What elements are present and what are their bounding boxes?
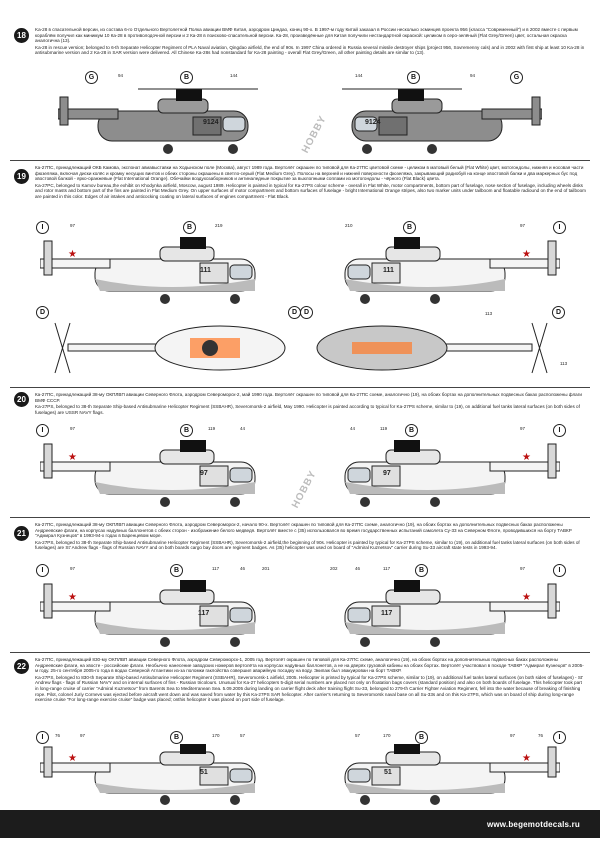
tail-code: 111 (200, 267, 211, 274)
footer-bar (0, 810, 600, 838)
description-en: Ka-27PC, belonged to Kamov bureau,the exhibit on Khodynka airfield, Moscow, august 1989. Helicopter is painted in typical for Ka-27PS colour scheme - overall in Flat White, motor compartments, bottom part of fuselage, nose section of fuselage, including wheels disks and rotor masts and bottom part of the fins are painted in Flat Medium Grey. On upper surfaces of motor compartment and bottom surfaces of fuselage - bright International Orange stripes, also two marker units under tailboom and floatable radiound on the end of tailboom are painted in this color. Edges of air intakes and anticocking coating on lateral surfaces of engines compartment - Flat Black. (35, 182, 586, 199)
callout-d: D (288, 306, 301, 319)
callout-i: I (553, 221, 566, 234)
helicopter-bottom-view (312, 318, 552, 378)
tail-code: 111 (383, 267, 394, 274)
dimension-label: 97 (520, 566, 526, 571)
callout-i: I (36, 564, 49, 577)
helicopter-side-view-right (310, 235, 560, 307)
description-ru: Ка-27ПС, принадлежащий 830-му ОКПЛВП авиации Северного Флота, аэродром Североморск-1, 2005 год. Вертолёт окрашен по типовой для Ка-27ПС схеме, аналогично (19), на обоих бортах на дополнительных подвесных баках расположены Андреевские флаги, на хвосте - российские флаги. Необычно нанесение заводских номеров вертолёта на корпусах надувных баллонетов, а не на дверях грузовой кабины на обоих бортах. Вертолёт участвовал в походе ТАВКР "Адмирал Кузнецов" в 2005-м году. 25-го сентября 2005-го года в водах Северной Атлантики из-за поломки гаклойства совершил аварийную посадку на воду. Экипаж был эвакуирован на борт ТАВКР. (35, 657, 584, 674)
dimension-label: 117 (212, 566, 220, 571)
callout-b: B (407, 71, 420, 84)
callout-g: G (85, 71, 98, 84)
helicopter-top-view (50, 318, 290, 378)
tail-code: 51 (384, 769, 392, 776)
dimension-label: 97 (70, 426, 76, 431)
dimension-label: 44 (350, 426, 356, 431)
callout-b: B (170, 564, 183, 577)
tail-code: 97 (383, 470, 391, 477)
dimension-label: 46 (355, 566, 361, 571)
helicopter-side-view-left (58, 87, 288, 157)
helicopter-side-view-left (40, 578, 290, 650)
helicopter-side-view-right (310, 743, 560, 807)
dimension-label: 117 (383, 566, 391, 571)
helicopter-side-view-left (40, 235, 290, 307)
dimension-label: 170 (383, 733, 391, 738)
callout-i: I (36, 221, 49, 234)
callout-b: B (403, 221, 416, 234)
helicopter-side-view-left (40, 743, 290, 807)
callout-i: I (553, 424, 566, 437)
callout-g: G (510, 71, 523, 84)
callout-b: B (415, 564, 428, 577)
dimension-label: 97 (520, 426, 526, 431)
description-ru: Ка-27ПС, принадлежащий 38-му ОКПЛВП авиации Северного Флота, аэродром Североморск-2, начало 90-х. Вертолёт окрашен по типовой для Ка-27ПС схеме, аналогично (19), на обоих бортах на дополнительных подвесных баках расположены Андреевские флаги, на корпусах надувных баллонетов с обеих сторон - изображение белого медведя. Вертолёт вместе с (35) использовался во время государственных испытаний самолета Су-33 на Северном Флоте, проводившихся на борту ТАВКР "Адмирал Кузнецов" в 1993-94-х годах в Баренцевом море. (35, 522, 572, 539)
dimension-label: 94 (118, 73, 124, 78)
section-number: 19 (14, 169, 29, 184)
callout-d: D (36, 306, 49, 319)
section-number: 21 (14, 526, 29, 541)
watermark: HOBBY (300, 113, 330, 156)
tail-code: 117 (381, 610, 393, 617)
helicopter-side-view-right (312, 87, 542, 157)
callout-i: I (553, 731, 566, 744)
dimension-label: 94 (470, 73, 476, 78)
description-text (35, 165, 586, 217)
dimension-label: 202 (330, 566, 338, 571)
dimension-label: 97 (510, 733, 516, 738)
dimension-label: 170 (212, 733, 220, 738)
callout-b: B (405, 424, 418, 437)
dimension-label: 97 (70, 566, 76, 571)
description-text (35, 27, 586, 67)
callout-b: B (170, 731, 183, 744)
svg-text:★: ★ (68, 592, 77, 603)
dimension-label: 76 (55, 733, 61, 738)
section-number: 22 (14, 659, 29, 674)
dimension-label: 219 (215, 223, 223, 228)
dimension-label: 113 (485, 311, 493, 316)
divider (10, 517, 590, 518)
divider (10, 160, 590, 161)
divider (10, 652, 590, 653)
svg-text:★: ★ (522, 753, 531, 764)
dimension-label: 144 (355, 73, 363, 78)
section-number: 20 (14, 392, 29, 407)
watermark: HOBBY (290, 468, 320, 511)
callout-i: I (36, 424, 49, 437)
tail-code: 51 (200, 769, 208, 776)
callout-b: B (180, 71, 193, 84)
callout-b: B (180, 424, 193, 437)
svg-text:★: ★ (522, 249, 531, 260)
dimension-label: 97 (70, 223, 76, 228)
dimension-label: 46 (240, 566, 246, 571)
dimension-label: 210 (345, 223, 353, 228)
description-text (35, 392, 586, 420)
callout-i: I (36, 731, 49, 744)
description-en: Ka-27PS, belonged to 38-th Separate Ship-based Antisubmarine Helicopter Regiment (SSBAHR), Severomorsk-2 airfield, May 1990. Helicopter is painted according to typical for Ka-27PS scheme, similar to (19), on additional fuel tanks lateral surfaces (on both sides of fuselages) are USSR NAVY flags. (35, 404, 580, 415)
section-22 (0, 655, 600, 807)
svg-text:★: ★ (522, 592, 531, 603)
description-ru: Ка-27ПС, принадлежащий ОКБ Камова, экспонат авиавыставки на Ходынском поле (Москва), август 1989 года. Вертолёт окрашен по типовой для Ка-27ПС цветовой схеме - целиком в матовый белый (Flat White) цвет, мотогондолы, нижняя и носовая части фюзеляжа, включая диски колёс и кромку несущих винтов и обеих стороны окрашены в светло-серый (Flat Medium Grey). Полосы на верхней и нижней поверхности фюзеляжа, закрывающий радиобуй на конце хвостовой балки и два маркерных бус под хвостовой балкой - ярко-оранжевые (Flat International Orange). Обечайки воздухозаборников и антиналедные покрытие за выхлопными соплами из мотогондолы - чёрного (Flat Black) цвета. (35, 165, 584, 182)
dimension-label: 57 (240, 733, 246, 738)
svg-text:★: ★ (68, 753, 77, 764)
callout-b: B (415, 731, 428, 744)
section-19 (0, 163, 600, 385)
dimension-label: 144 (230, 73, 238, 78)
dimension-label: 97 (80, 733, 86, 738)
callout-d: D (300, 306, 313, 319)
description-en: Ka-28 in rescue version; belonged to 6-th Separate Helicopter Regiment of PLA Naval aviation, Qingdao airfield, the end of 90s. In 1997 China ordered in Russia several missile destroyer ships (project 956, Sovremenny cals) and in 2002 with first ship at least 10 Ka-28 in antisubmarine version and 2 Ka-28 in SAR version were delivered. All Chinese Ka-28s had nonstandard for Ka-28 painting - overall Flat Grey/Green, all other painting details are similar to (13). (35, 44, 585, 56)
tail-code: 9124 (203, 119, 219, 126)
description-en: Ka-27PS, belonged to 830-th Separate Ship-based Antisubmarine Helicopter Regiment (SSBAHR), Severomorsk-1 airfield, 2005. Helicopter is printed by typical for Ka-27PS scheme, similar to (19), on additional fuel tanks lateral surfaces (on both sides of fuselages) - St' Andrew flags - flags of Russian NAVY and on internal surfaces of fins - Russian tricolours. Unusual for Ka-27 helicopters 5-digit serial numbers are placed not only on floatation bags covers (standard position) and also on both boards of fuselage. This helicopter took part in long-range cruise of carrier "Admiral Kuznetsov" from Barents Sea to Mediterranean Sea. 5.09.2005 during landing on carrier flight deck after training flight Su-33, belonged to 279-th Carrier Fighter Aviation Regiment, fell into the water because of breaking of finishing rope. Pilot, colonel Juriy Cornevs was ejected before aircraft went down and was saved from water by this Ka-27PS SAR helicopter. After carrier's returning to Severomorsk naval base on all Su-33s and on this Ka-27PS, which was on board of ship during long-range exercise cruise "For long-range exercise cruise" badge was placed; onthis helicopter it was placed on port side of fuselage. (35, 674, 584, 703)
callout-b: B (183, 221, 196, 234)
helicopter-side-view-left (40, 438, 290, 510)
description-text (35, 522, 586, 562)
website-url[interactable]: www.begemotdecals.ru (486, 819, 580, 829)
dimension-label: 57 (355, 733, 361, 738)
description-en: Ka-27PS, belonged to 38-th Separate Ship-based Antisubmarine Helicopter Regiment (SSBAHR), Severomorsk-2 airfield,the beginning of 90s. Helicopter is painted by typical for Ka-27PS scheme, similar to (19), on additional fuel tanks lateral surfaces (on both sides of fuselages) are St' Andrew flags - flags of Russian NAVY and on both boards cargo bay doors are regiment badges. As (35) helicopter was used on board of "Admiral Kuznetsov" carrier during Su-33 aircraft state tests in 1993-94. (35, 539, 580, 551)
tail-code: 117 (198, 610, 210, 617)
dimension-label: 44 (240, 426, 246, 431)
section-20 (0, 390, 600, 515)
dimension-label: 76 (538, 733, 544, 738)
section-number: 18 (14, 28, 29, 43)
dimension-label: 119 (208, 426, 216, 431)
description-ru: Ka-28 в спасательной версии, из состава 6-го Отдельного Вертолетной Полка авиации ВМФ Китая, аэродром Циндао, конец 90-х. В 1997-м году Китай заказал в России несколько эсминцев проекта 956 (класса "Современный") и в 2002 вместе с первым кораблём получил как минимум 10 Ка-28 в противолодочной версии и 2 Ка-28 в поисково-спасательной версии. Ка-28, произведённые для Китая получили нестандартной окраской: целиком в серо-зелёный (Flat Grey/Green) цвет, остальная окраска аналогична (13). (35, 27, 578, 44)
dimension-label: 119 (380, 426, 388, 431)
section-18 (0, 25, 600, 157)
tail-code: 9124 (365, 119, 381, 126)
description-ru: Ка-27ПС, принадлежащий 38-му ОКПЛВП авиации Северного Флота, аэродром Североморск-2, май 1990 года. Вертолёт окрашен по типовой для Ка-27ПС схеме, аналогично (19), на обоих бортах на дополнительных подвесных баках расположены флаги ВМФ СССР. (35, 392, 582, 403)
description-text (35, 657, 586, 727)
section-21 (0, 520, 600, 650)
helicopter-side-view-right (310, 438, 560, 510)
svg-text:★: ★ (522, 452, 531, 463)
dimension-label: 97 (520, 223, 526, 228)
svg-text:★: ★ (68, 452, 77, 463)
callout-d: D (552, 306, 565, 319)
helicopter-side-view-right (310, 578, 560, 650)
svg-text:★: ★ (68, 249, 77, 260)
dimension-label: 113 (560, 361, 568, 366)
dimension-label: 201 (262, 566, 270, 571)
divider (10, 387, 590, 388)
callout-i: I (553, 564, 566, 577)
tail-code: 97 (200, 470, 208, 477)
